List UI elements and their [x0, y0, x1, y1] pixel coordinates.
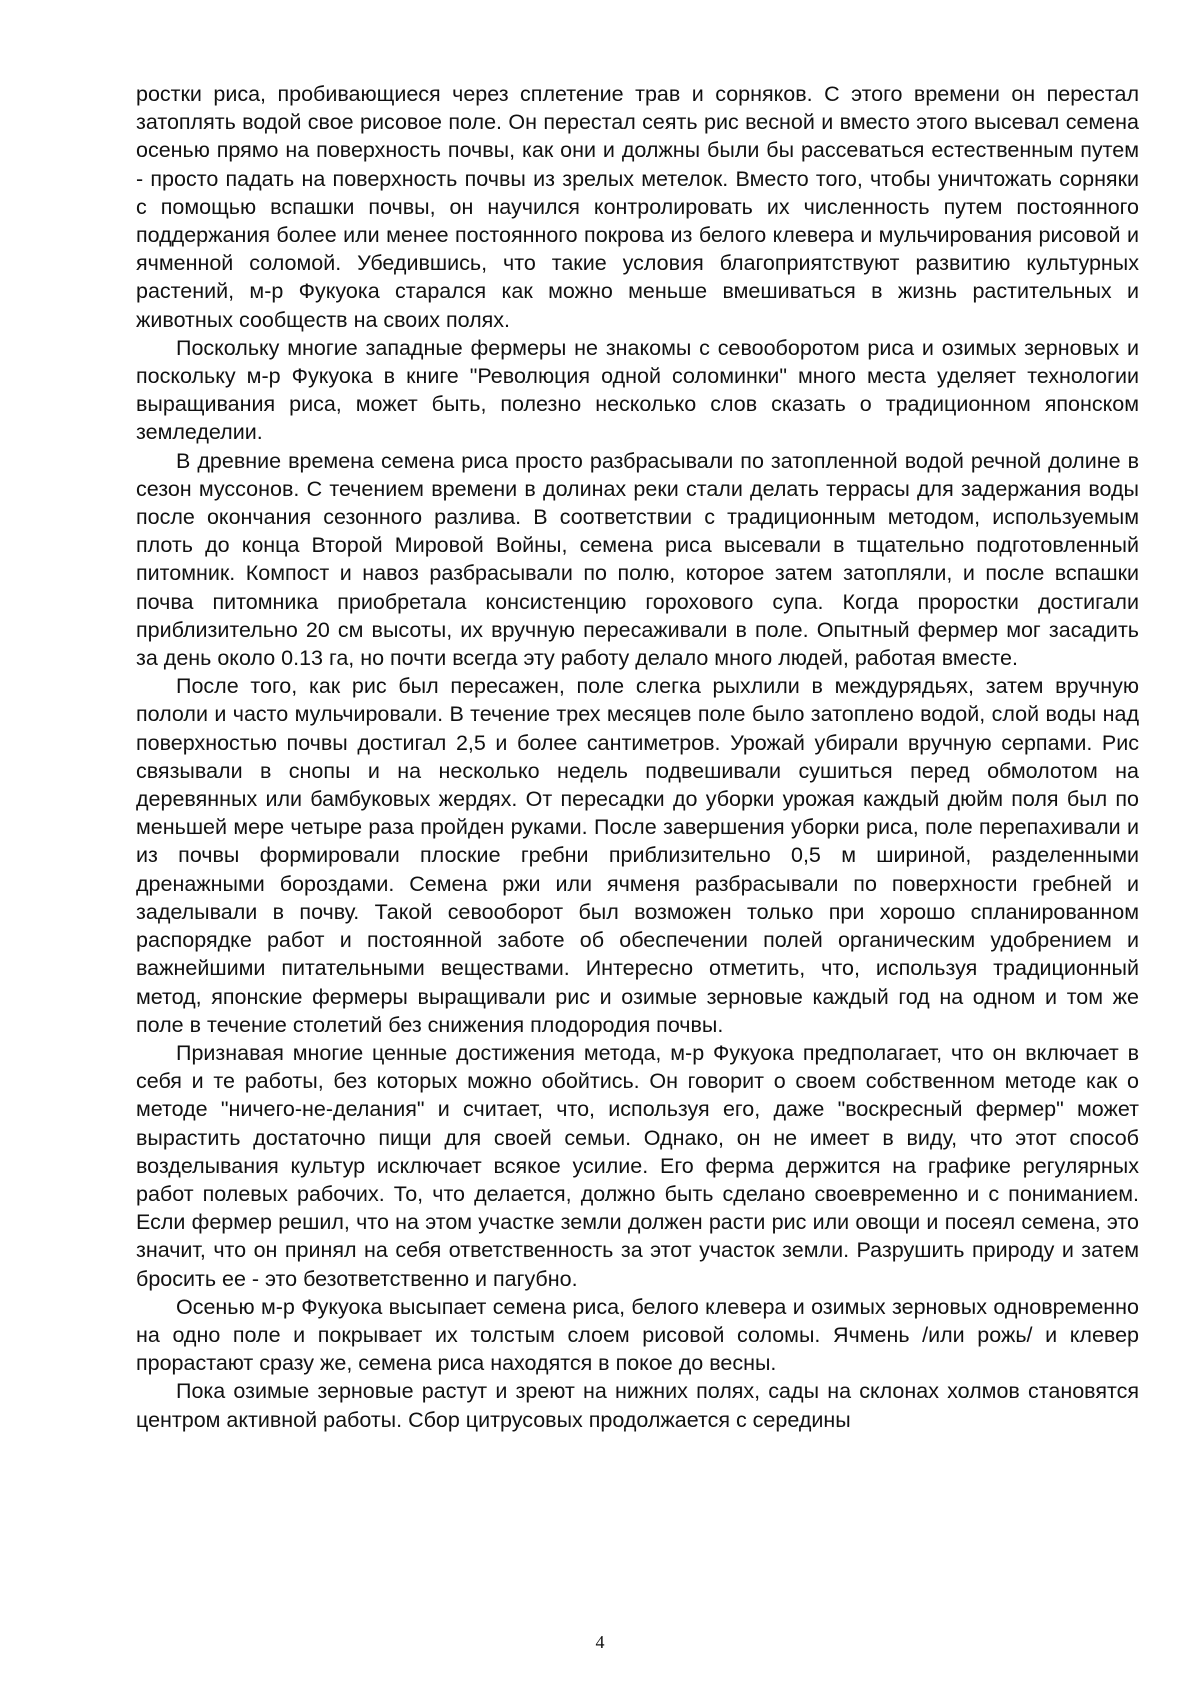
paragraph-autumn-sowing: Осенью м-р Фукуока высыпает семена риса, белого клевера и озимых зерновых одновременно на одно поле и покрывает их толстым слоем рисовой соломы. Ячмень /или рожь/ и клевер прорастают сразу же, семена риса находятся в покое до весны. [136, 1294, 1139, 1376]
paragraph-after-transplanting: После того, как рис был пересажен, поле слегка рыхлили в междурядьях, затем вручную пололи и часто мульчировали. В течение трех месяцев поле было затоплено водой, слой воды над поверхностью почвы достигал 2,5 и более сантиметров. Урожай убирали вручную серпами. Рис связывали в снопы и на несколько недель подвешивали сушиться перед обмолотом на деревянных или бамбуковых жердях. От пересадки до уборки урожая каждый дюйм поля был по меньшей мере четыре раза пройден руками. После завершения уборки риса, поле перепахивали и из почвы формировали плоские гребни приблизительно 0,5 м шириной, разделенными дренажными бороздами. Семена ржи или ячменя разбрасывали по поверхности гребней и заделывали в почву. Такой севооборот был возможен только при хорошо спланированном распорядке работ и постоянной заботе об обеспечении полей органическим удобрением и важнейшими питательными веществами. Интересно отметить, что, используя традиционный метод, японские фермеры выращивали рис и озимые зерновые каждый год на одном и том же поле в течение столетий без снижения плодородия почвы. [136, 674, 1139, 1037]
document-body [136, 80, 1139, 1434]
paragraph-western-farmers: Поскольку многие западные фермеры не знакомы с севооборотом риса и озимых зерновых и поскольку м-р Фукуока в книге "Революция одной соломинки" много места уделяет технологии выращивания риса, может быть, полезно несколько слов сказать о традиционном японском земледелии. [136, 335, 1139, 445]
page-number: 4 [595, 1632, 605, 1652]
paragraph-ancient-times: В древние времена семена риса просто разбрасывали по затопленной водой речной долине в сезон муссонов. С течением времени в долинах реки стали делать террасы для задержания воды после окончания сезонного разлива. В соответствии с традиционным методом, используемым плоть до конца Второй Мировой Войны, семена риса высевали в тщательно подготовленный питомник. Компост и навоз разбрасывали по полю, которое затем затопляли, и после вспашки почва питомника приобретала консистенцию горохового супа. Когда проростки достигали приблизительно 20 см высоты, их вручную пересаживали в поле. Опытный фермер мог засадить за день около 0.13 га, но почти всегда эту работу делало много людей, работая вместе. [136, 448, 1139, 671]
paragraph-orchards: Пока озимые зерновые растут и зреют на нижних полях, сады на склонах холмов становятся центром активной работы. Сбор цитрусовых продолжается с середины [136, 1379, 1139, 1432]
paragraph-continuation: ростки риса, пробивающиеся через сплетение трав и сорняков. С этого времени он перестал затоплять водой свое рисовое поле. Он перестал сеять рис весной и вместо этого высевал семена осенью прямо на поверхность почвы, как они и должны были бы рассеваться естественным путем - просто падать на поверхность почвы из зрелых метелок. Вместо того, чтобы уничтожать сорняки с помощью вспашки почвы, он научился контролировать их численность путем постоянного поддержания более или менее постоянного покрова из белого клевера и мульчирования рисовой и ячменной соломой. Убедившись, что такие условия благоприятствуют развитию культурных растений, м-р Фукуока старался как можно меньше вмешиваться в жизнь растительных и животных сообществ на своих полях. [136, 82, 1139, 332]
paragraph-do-nothing-method: Признавая многие ценные достижения метода, м-р Фукуока предполагает, что он включает в себя и те работы, без которых можно обойтись. Он говорит о своем собственном методе как о методе "ничего-не-делания" и считает, что, используя его, даже "воскресный фермер" может вырастить достаточно пищи для своей семьи. Однако, он не имеет в виду, что этот способ возделывания культур исключает всякое усилие. Его ферма держится на графике регулярных работ полевых рабочих. То, что делается, должно быть сделано своевременно и с пониманием. Если фермер решил, что на этом участке земли должен расти рис или овощи и посеял семена, это значит, что он принял на себя ответственность за этот участок земли. Разрушить природу и затем бросить ее - это безответственно и пагубно. [136, 1040, 1139, 1291]
